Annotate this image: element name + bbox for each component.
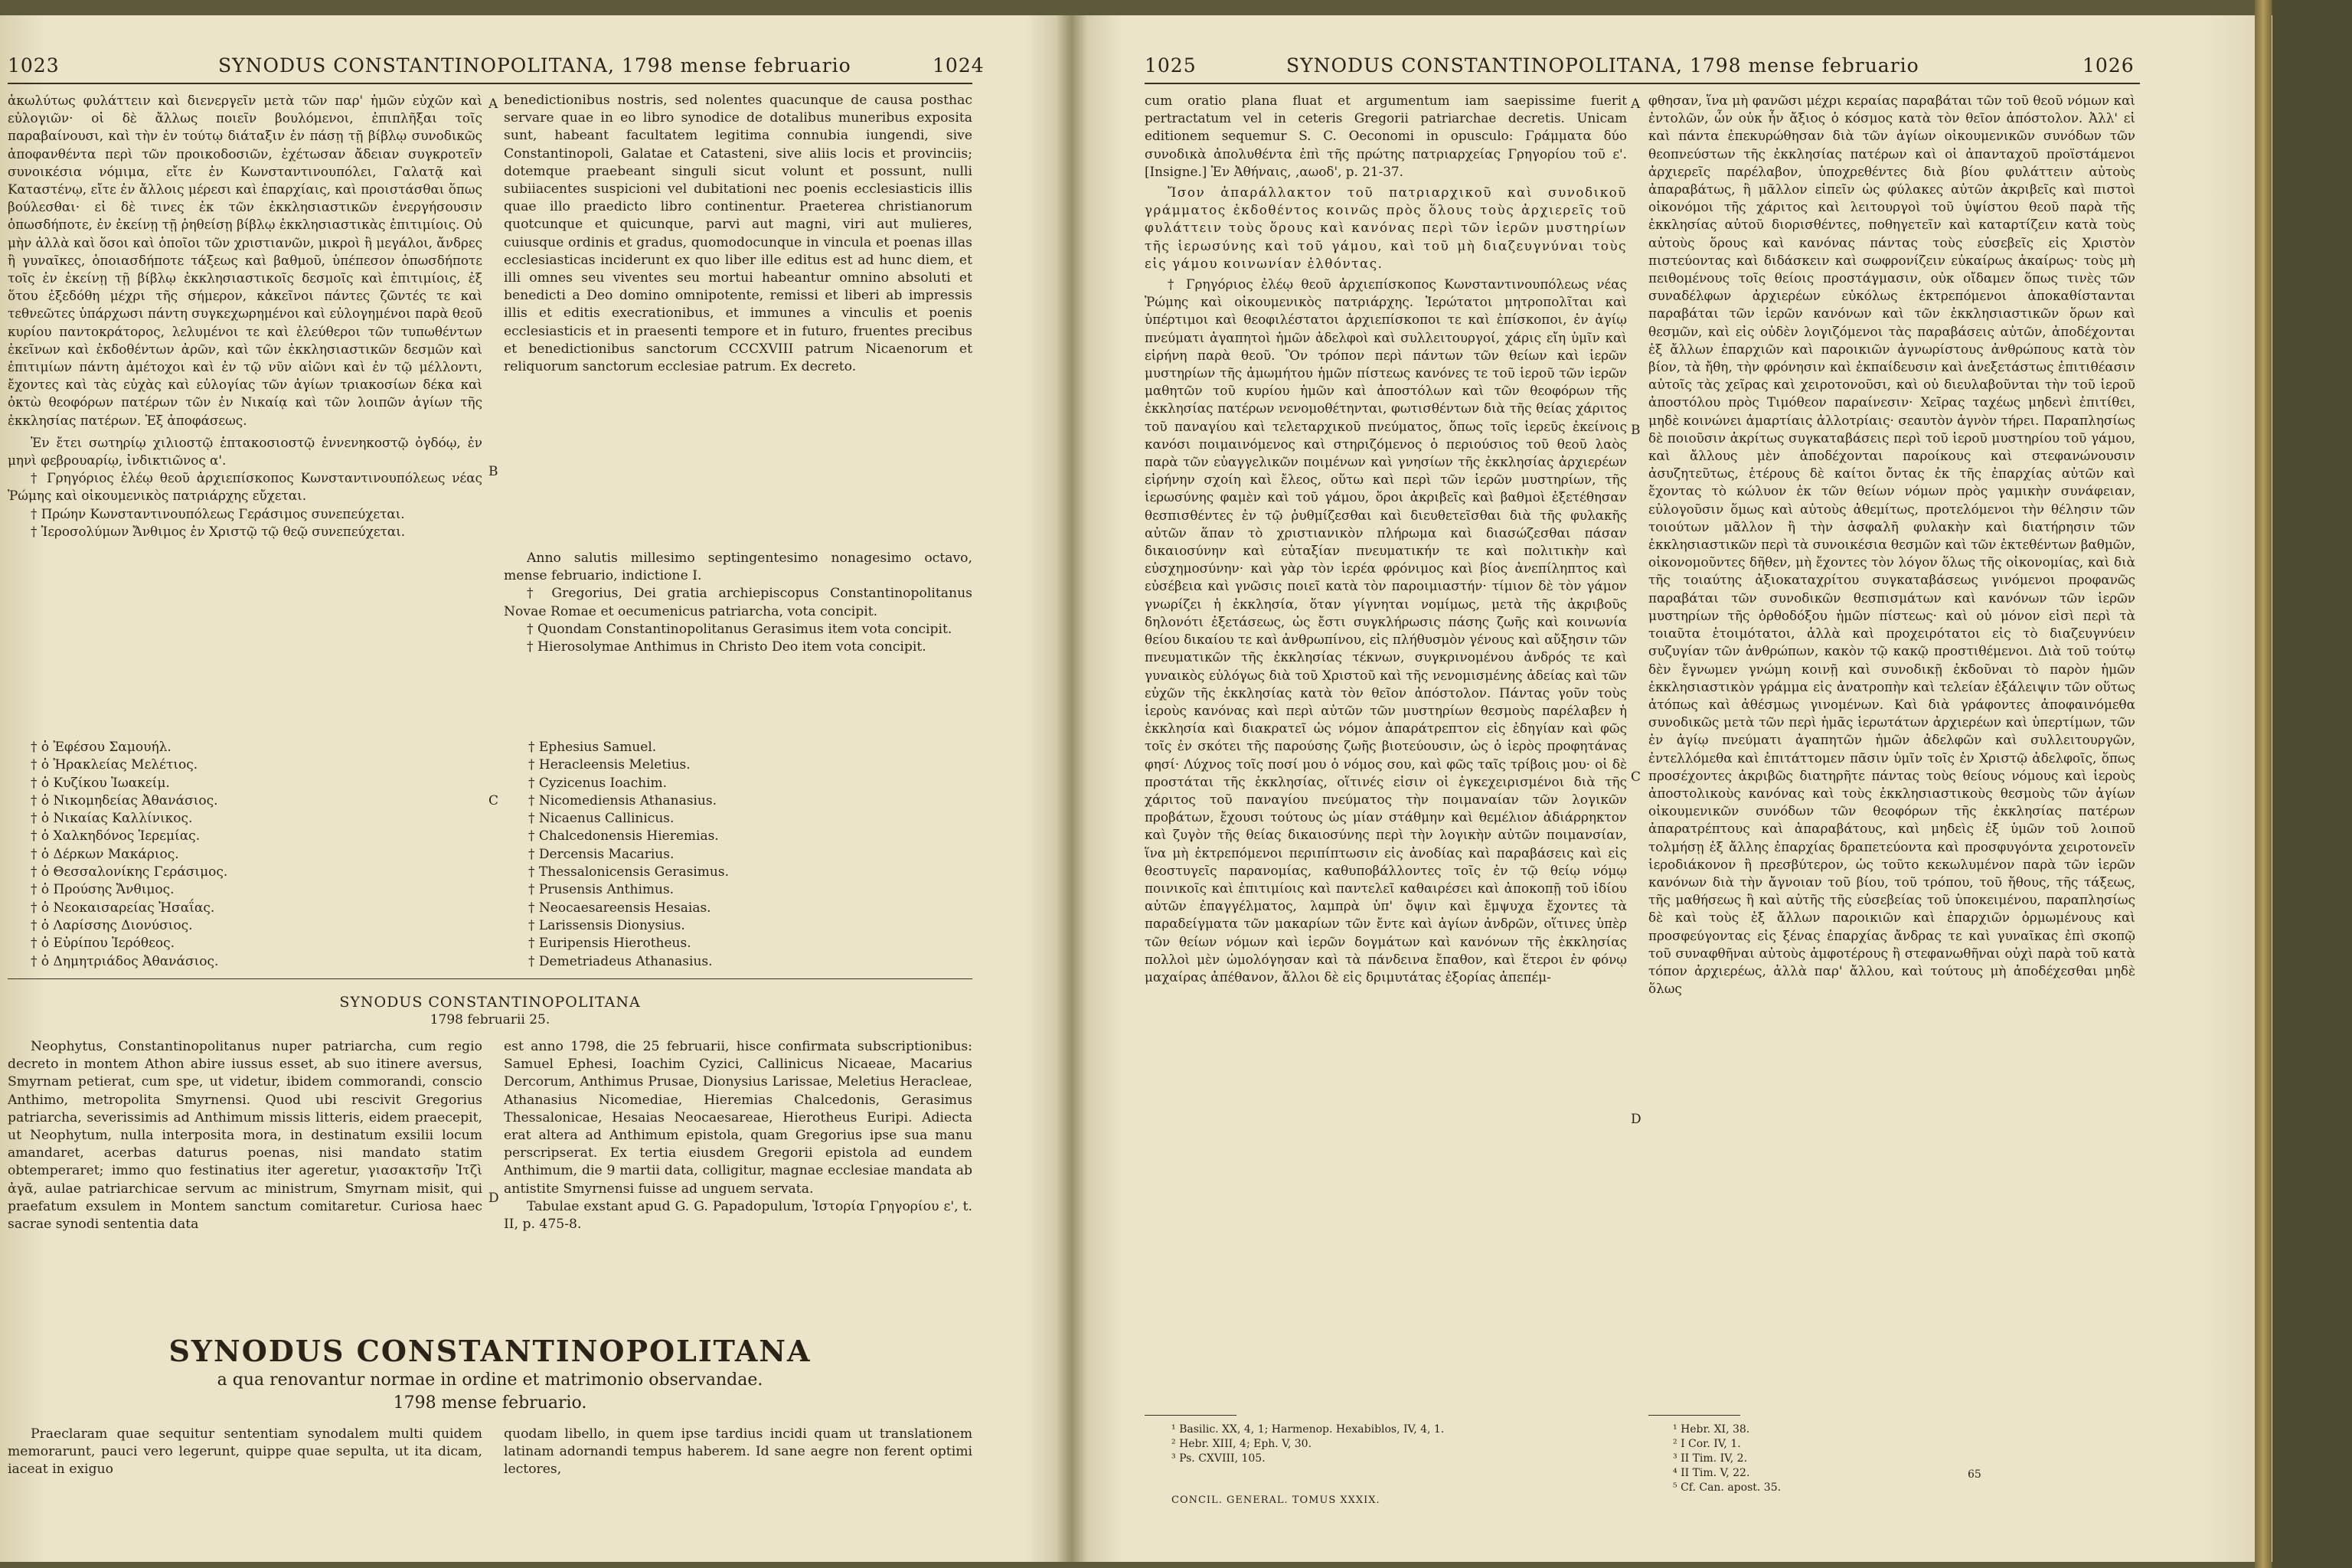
greek-signature-former: † Πρώην Κωνσταντινουπόλεως Γεράσιμος συνεπεύχεται. bbox=[31, 505, 405, 521]
greek-signatory: † ὁ Θεσσαλονίκης Γεράσιμος. bbox=[31, 864, 228, 880]
section1-left-column bbox=[8, 1038, 482, 1325]
greek-signatory: † ὁ Εὐρίπου Ἱερόθεος. bbox=[31, 936, 175, 952]
section-rule bbox=[8, 978, 972, 979]
footnote: ³ II Tim. IV, 2. bbox=[1673, 1452, 1748, 1465]
volume-signature: CONCIL. GENERAL. TOMUS XXXIX. bbox=[1171, 1494, 1380, 1506]
latin-signatory: † Heracleensis Meletius. bbox=[528, 757, 691, 773]
header-rule bbox=[8, 83, 972, 84]
latin-decree-text: benedictionibus nostris, sed nolentes quacunque de causa posthac servare quae in eo libro synodice de dotalibus muneribus exposita sunt, habeant facultatem legitima connubia iungendi, sive Constantinopoli, Galatae et Catasteni, sive aliis locis et provinciis; dotemque praebeant singuli sicut volunt et possunt, nulli subiiacentes suspicioni vel dubitationi nec poenis ecclesiasticis illis quae illo praedicto libro continentur. Praeterea christianorum quotcunque et quicunque, parvi aut magni, viri aut mulieres, cuiusque ordinis et gradus, quomodocunque in vincula et poenas illas ecclesiasticas inciderunt ex quo liber ille editus est ad hunc diem, et illi omnes seu viventes seu mortui habeantur omnino absoluti et benedicti a Deo domino omnipotente, remissi et liberi ab impressis illis et editis execrationibus, et immunes a vinculis et poenis ecclesiasticis et in praesenti tempore et in futuro, fruentes precibus et benedictionibus sanctorum CCCXVIII patrum Nicaenorum et reliquorum sanctorum ecclesiae patrum. Ex decreto. bbox=[504, 93, 972, 375]
page-number-1024: 1024 bbox=[933, 54, 985, 77]
binding-edge bbox=[2255, 0, 2272, 1568]
greek-signatory: † ὁ Νεοκαισαρείας Ἠσαΐας. bbox=[31, 900, 215, 916]
margin-marker-d: D bbox=[1631, 1112, 1642, 1127]
margin-marker-d: D bbox=[488, 1191, 499, 1206]
intro-latin-text: cum oratio plana fluat et argumentum iam saepissime fuerit pertractatum vel in ceteris Gregorii patriarchae decretis. Unicam editionem sequemur S. C. Oeconomi in opusculo: Γράμματα δύο συνοδικὰ ἀπολυθέντα ἐπὶ τῆς πρώτης πατριαρχείας Γρηγορίου τοῦ ε'. [Insigne.] Ἐν Ἀθήναις, ,αωοδ', p. 21-37. bbox=[1145, 93, 1627, 179]
margin-marker-c: C bbox=[1631, 769, 1642, 785]
page-number-1023: 1023 bbox=[8, 54, 60, 77]
footnote: ³ Ps. CXVIII, 105. bbox=[1171, 1452, 1266, 1465]
latin-signature-jerusalem: † Hierosolymae Anthimus in Christo Deo item vota concipit. bbox=[527, 639, 926, 655]
margin-marker-b: B bbox=[1631, 423, 1641, 438]
section2-title: SYNODUS CONSTANTINOPOLITANA bbox=[168, 1334, 812, 1368]
latin-subscriptions bbox=[504, 550, 972, 726]
latin-signatories-list bbox=[528, 739, 957, 976]
section1-right-text: est anno 1798, die 25 februarii, hisce confirmata subscriptionibus: Samuel Ephesi, Ioachim Cyzici, Callinicus Nicaeae, Macarius Dercorum, Anthimus Prusae, Dionysius Larissae, Meletius Heracleae, Athanasius Nicomediae, Hieremias Chalcedonis, Gerasimus Thessalonicae, Hesaias Neocaesareae, Hierotheus Euripi. Adiecta erat altera ad Anthimum epistola, quam Gregorius ipse sua manu perscripserat. Ex tertia eiusdem Gregorii epistola ad eundem Anthimum, die 9 martii data, colligitur, magnae ecclesiae mandata ab antistite Smyrnensi fuisse ad unguem servata. bbox=[504, 1039, 972, 1197]
header-rule bbox=[1145, 83, 2140, 84]
latin-signatory: † Thessalonicensis Gerasimus. bbox=[528, 864, 729, 880]
greek-date-line: Ἐν ἔτει σωτηρίῳ χιλιοστῷ ἑπτακοσιοστῷ ἐννενηκοστῷ ὀγδόῳ, ἐν μηνὶ φεβρουαρίῳ, ἰνδικτιῶνος α'. bbox=[8, 434, 482, 469]
section2-left-column bbox=[8, 1426, 482, 1483]
footnote-rule-left bbox=[1145, 1415, 1236, 1416]
greek-signatory: † ὁ Κυζίκου Ἰωακείμ. bbox=[31, 775, 170, 791]
greek-signatory: † ὁ Λαρίσσης Διονύσιος. bbox=[31, 917, 193, 933]
margin-marker-c: C bbox=[488, 793, 499, 808]
section2-right-text: quodam libello, in quem ipse tardius incidi quam ut translationem latinam adornandi tempus haberem. Id sane aegre non ferent optimi lectores, bbox=[504, 1426, 972, 1478]
latin-signatory: † Dercensis Macarius. bbox=[528, 846, 675, 862]
greek-decree-text: ἀκωλύτως φυλάττειν καὶ διενεργεῖν μετὰ τῶν παρ' ἡμῶν εὐχῶν καὶ εὐλογιῶν· οἱ δὲ ἄλλως ποιεῖν βουλόμενοι, ἐπιπλῆξαι τοῖς παραβαίνουσι, καὶ τὴν ἐν τούτῳ διάταξιν ἐν πάσῃ τῇ βίβλῳ συνοδικῶς ἀποφανθέντα περὶ τῶν προικοδοσιῶν, ἐχέτωσαν ἄδειαν συγκροτεῖν συνοικέσια νόμιμα, εἴτε ἐν Κωνσταντινουπόλει, Γαλατᾷ καὶ Καταστένῳ, εἴτε ἐν ἄλλοις μέρεσι καὶ ἐπαρχίαις, καὶ προιστάσθαι ὅπως βούλεσθαι· εἰ δὲ τινες ἐκ τῶν ἐκκλησιαστικῶν ἐνεργήσουσιν ὁπωσδήποτε, ἐν ἐκείνῃ τῇ ῥηθείσῃ βίβλῳ ἐκκλησιαστικὰς ἐπιτιμίοις. Οὐ μὴν ἀλλὰ καὶ ὅσοι καὶ ὁποῖοι τῶν χριστιανῶν, μικροὶ ἢ μεγάλοι, ἄνδρες ἢ γυναῖκες, ὁποιασδήποτε τάξεως καὶ βαθμοῦ, ὑπέπεσον ὁπωσδήποτε τοῖς ἐν ἐκείνῃ τῇ βίβλῳ ἐκκλησιαστικοῖς δεσμοῖς καὶ ἐπιτιμίοις, ἐξ ὅτου ἐξεδόθη μέχρι τῆς σήμερον, κἀκεῖνοι πάντες ζῶντές τε καὶ τεθνεῶτες ὑπάρχωσι πάντη συγκεχωρημένοι καὶ εὐλογημένοι παρὰ θεοῦ κυρίου παντοκράτορος, λελυμένοι τε καὶ ἐλεύθεροι τῶν τυπωθέντων ἐκεῖνων καὶ ἐκδοθέντων ἀρῶν, καὶ τῶν ἐκκλησιαστικῶν δεσμῶν καὶ ἐπιτιμίων πάντη ἀμέτοχοι καὶ ἐν τῷ νῦν αἰῶνι καὶ ἐν τῷ μέλλοντι, ἔχοντες καὶ τὰς εὐχὰς καὶ εὐλογίας τῶν ἁγίων τριακοσίων δέκα καὶ ὀκτὼ θεοφόρων πατέρων τῶν ἐν Νικαίᾳ καὶ τῶν λοιπῶν ἁγίων τῆς ἐκκλησίας πατέρων. Ἐξ ἀποφάσεως. bbox=[8, 93, 482, 428]
latin-signatory: † Nicomediensis Athanasius. bbox=[528, 792, 717, 808]
section1-right-column bbox=[504, 1038, 972, 1325]
footnote: ⁴ II Tim. V, 22. bbox=[1673, 1467, 1750, 1479]
section1-left-text: Neophytus, Constantinopolitanus nuper patriarcha, cum regio decreto in montem Athon abire iussus esset, ab suo itinere aversus, Smyrnam petierat, cum spe, ut videtur, ibidem commorandi, conscio Anthimo, metropolita Smyrnensi. Quod ubi rescivit Gregorius patriarcha, severissimis ad Anthimum missis litteris, eidem praecepit, ut Neophytum, nulla interposita mora, in destinatum exsilii locum amandaret, acerbas daturus poenas, nisi mandato statim obtemperaret; immo quo festinatius iter ageretur, γιασακτσῆν Ἰτζὶ ἀγᾶ, aulae patriarchicae servum ac ministrum, Smyrnam misit, qui praefatum exsulem in Montem sanctum comitaretur. Curiosa haec sacrae synodi sententia data bbox=[8, 1039, 482, 1233]
section2-subtitle: a qua renovantur normae in ordine et matrimonio observandae. bbox=[217, 1370, 763, 1390]
latin-signatory: † Ephesius Samuel. bbox=[528, 740, 657, 755]
right-page bbox=[1068, 15, 2274, 1562]
greek-column bbox=[8, 92, 482, 678]
footnote: ¹ Basilic. XX, 4, 1; Harmenop. Hexabiblos, IV, 4, 1. bbox=[1171, 1423, 1445, 1436]
right-left-column bbox=[1145, 92, 1627, 1171]
section1-date: 1798 februarii 25. bbox=[430, 1012, 550, 1027]
section2-left-text: Praeclaram quae sequitur sententiam synodalem multi quidem memorarunt, pauci vero legerunt, quippe quae sepulta, ut ita dicam, iaceat in exiguo bbox=[8, 1426, 482, 1478]
latin-signatory: † Demetriadeus Athanasius. bbox=[528, 953, 713, 969]
latin-date-line: Anno salutis millesimo septingentesimo nonagesimo octavo, mense februario, indictione I. bbox=[504, 550, 972, 584]
running-head-left: SYNODUS CONSTANTINOPOLITANA, 1798 mense februario bbox=[218, 54, 851, 77]
margin-marker-b: B bbox=[488, 464, 498, 479]
margin-marker-a: A bbox=[1631, 96, 1641, 112]
latin-signatory: † Prusensis Anthimus. bbox=[528, 882, 675, 898]
footnote: ² I Cor. IV, 1. bbox=[1673, 1438, 1741, 1450]
greek-signatory: † ὁ Νικαίας Καλλίνικος. bbox=[31, 811, 193, 827]
greek-body-left: † Γρηγόριος ἐλέῳ θεοῦ ἀρχιεπίσκοπος Κωνσταντινουπόλεως νέας Ῥώμης καὶ οἰκουμενικὸς πατριάρχης. Ἱερώτατοι μητροπολῖται καὶ ὑπέρτιμοι καὶ θεοφιλέστατοι ἀρχιεπίσκοποι τε καὶ ἐπίσκοποι, ἐν ἁγίῳ πνεύματι ἀγαπητοὶ ἡμῶν ἀδελφοὶ καὶ συλλειτουργοί, χάρις εἴη ὑμῖν καὶ εἰρήνη παρὰ θεοῦ. Ὃν τρόπον περὶ πάντων τῶν θείων καὶ ἱερῶν μυστηρίων τῆς ἀμωμήτου ἡμῶν πίστεως κανόνες τε τοῦ ἱεροῦ τῶν ἱερῶν μαθητῶν τοῦ κυρίου ἡμῶν καὶ ἀποστόλων καὶ τῶν θεοφόρων τῆς ἐκκλησίας πατέρων νενομοθέτηνται, φωτισθέντων διὰ τῆς θείας χάριτος τοῦ παναγίου καὶ τελεταρχικοῦ πνεύματος, ὅπως τοῖς ἱερεῦς ἐκείνοις κανόσι ποιμαινόμενος καὶ στηριζόμενος ὁ περιούσιος τοῦ θεοῦ λαὸς παρὰ τῶν εὐαγγελικῶν ποιμένων καὶ γνησίων τῆς ἐκκλησίας ἀρχιερέων εἰρήνην σχοίη καὶ ἔλεος, οὕτω καὶ περὶ τῶν ἱερῶν μυστηρίων, τῆς ἱερωσύνης φαμὲν καὶ τοῦ γάμου, ὅροι ἀκριβεῖς καὶ βαθμοὶ ἐξετέθησαν θεσπισθέντες ἐν τῷ ῥυθμίζεσθαι καὶ διευθετεῖσθαι διὰ τῆς φυλακῆς αὐτῶν ἅπαν τὸ χριστιανικὸν πλήρωμα καὶ διασώζεσθαι πάσαν δικαιοσύνην καὶ εὐταξίαν πνευματικήν τε καὶ πολιτικὴν καὶ εὐσχημοσύνην· καὶ γὰρ τὸν ἱερέα φρόνιμος καὶ βίος ἀνεπίληπτος καὶ εὐσέβεια καὶ γνῶσις ποιεῖ κατὰ τὸν παροιμιαστήν· τίμιον δὲ τὸν γάμον γνωρίζει ἡ ἐκκλησία, ὅταν γίγνηται νομίμως, μετὰ τῆς ἀκριβοῦς δηλονότι ἐξετάσεως, ὡς ἔστι συγκλήρωσις πάσης ζωῆς καὶ κοινωνία θείου δικαίου τε καὶ ἀνθρωπίνου, εἰς πλήθυσμὸν γένους καὶ αὔξησιν τῶν πνευματικῶν τῆς ἐκκλησίας τέκνων, συγκρινομένου ἀνδρός τε καὶ γυναικὸς εὐλόγως διὰ τοῦ Χριστοῦ καὶ τῆς νενομισμένης ἀδείας καὶ τῶν εὐχῶν τῆς ἐκκλησίας κατὰ τὸν θεῖον ἀπόστολον. Πάντας γοῦν τοὺς ἱεροὺς κανόνας καὶ περὶ αὐτῶν τῶν μυστηρίων θεσμοὺς παρέλαβεν ἡ ἐκκλησία καὶ διακρατεῖ ὡς νόμον ἀπαράτρεπτον εἰς ἐδηγίαν καὶ φῶς τοῖς ἐν σκότει τῆς παρούσης ζωῆς βιοτεύουσιν, ὡς ὁ ἱερὸς προφητάνας φησί· Λύχνος τοῖς ποσί μου ὁ νόμος σου, καὶ φῶς ταῖς τρίβοις μου· οἱ δὲ προστάται τῆς ἐκκλησίας, οἵτινές εἰσιν οἱ ἐγκεχειρισμένοι διὰ τῆς χάριτος τοῦ παναγίου πνεύματος τὴν ποιμαναίαν τῶν λογικῶν προβάτων, ἔχουσι τούτους ὡς μίαν στάθμην καὶ θεμέλιον ἀδιάρρηκτον καὶ ζυγὸν τῆς θείας δικαιοσύνης περὶ τὴν λογικὴν αὐτῶν ποιμανσίαν, ἵνα μὴ ἐκτρεπόμενοι περιπίπτωσιν εἰς ἀνοδίας καὶ παραβάσεις καὶ εἰς θεοστυγεῖς παρανομίας, καθυποβάλλοντες τοῖς ἐν τῷ θείῳ νόμῳ ποινικοῖς καὶ ἐπιτιμίοις καὶ παντελεῖ καθαιρέσει καὶ ἀποκοπῇ τοῦ ἰδίου αὐτῶν ἐπαγγέλματος, λαμπρὰ ὑπ' ὄψιν καὶ ἔμψυχα ἔχοντες τὰ παραδείγματα τῶν μακαρίων τῶν ἔντε καὶ ἁγίων ἀνδρῶν, οἵτινες ὑπὲρ τῶν θείων νόμων καὶ ἱερῶν δογμάτων καὶ κανόνων τῆς ἐκκλησίας πολλοὶ μὲν ὠμολόγησαν καὶ τὰ πάνδεινα ἔπαθον, καὶ ἕτεροι ἐν φόνῳ μαχαίρας ἀπέθανον, ἄλλοι δὲ εἰς δριμυτάτας ἐξορίας ἀπεπέμ- bbox=[1145, 276, 1627, 985]
latin-signatory: † Euripensis Hierotheus. bbox=[528, 936, 691, 952]
section1-title: SYNODUS CONSTANTINOPOLITANA bbox=[339, 994, 641, 1011]
sheet-number: 65 bbox=[1968, 1468, 1981, 1481]
greek-signatories-list bbox=[31, 739, 459, 976]
latin-column bbox=[504, 92, 972, 490]
margin-marker-a: A bbox=[488, 96, 498, 112]
greek-heading: Ἴσον ἀπαράλλακτον τοῦ πατριαρχικοῦ καὶ συνοδικοῦ γράμματος ἐκδοθέντος κοινῶς πρὸς ὅλους τοὺς ἀρχιερεῖς τοῦ φυλάττειν τοὺς ὅρους καὶ κανόνας περὶ τῶν ἱερῶν μυστηρίων τῆς ἱερωσύνης καὶ τοῦ γάμου, καὶ τοῦ μὴ διαζευγνύναι τοὺς εἰς γάμου κοινωνίαν ἐλθόντας. bbox=[1145, 185, 1627, 271]
footnotes-right bbox=[1673, 1423, 1781, 1495]
greek-signatory: † ὁ Χαλκηδόνος Ἱερεμίας. bbox=[31, 828, 201, 844]
footnote-rule-right bbox=[1648, 1415, 1740, 1416]
footnote: ¹ Hebr. XI, 38. bbox=[1673, 1423, 1750, 1436]
greek-body-right: φθησαν, ἵνα μὴ φανῶσι μέχρι κεραίας παραβάται τῶν τοῦ θεοῦ νόμων καὶ ἐντολῶν, ὧν οὐκ ἦν ἄξιος ὁ κόσμος κατὰ τὸν θεῖον ἀπόστολον. Ἀλλ' εἰ καὶ πάντα ἐπεκυρώθησαν διὰ τῶν ἁγίων οἰκουμενικῶν συνόδων τῶν θεοπνεύστων τῆς ἐκκλησίας πατέρων καὶ οἱ ἀπανταχοῦ προϊστάμενοι ἀρχιερεῖς παρέλαβον, ὑποχρεθέντες διὰ βίου φυλάττειν αὐτοὺς ἀπαραβάτως, ἢ μᾶλλον εἰπεῖν ὡς φύλακες αὐτῶν ἀκριβεῖς καὶ πιστοὶ οἰκονόμοι τῆς χάριτος καὶ λειτουργοὶ τοῦ ὑψίστου θεοῦ παρὰ τῆς ἐκκλησίας αὐτοῦ διορισθέντες, ποθηγετεῖν καὶ καταρτίζειν κατὰ τοὺς αὐτοὺς ὅρους καὶ κανόνας πάντας τοὺς εὐσεβεῖς εἰς Χριστὸν πιστεύοντας καὶ διδάσκειν καὶ σωφρονίζειν εὐκαίρως ἀκαίρως· τοὺς μὴ πειθομένους τοῖς θείοις προστάγμασιν, οὐκ οἴδαμεν ὅπως τινὲς τῶν συναδέλφων ἀρχιερέων εὐκόλως ἐκτρεπόμενοι ἀποκαθίστανται παραβάται τῶν ἱερῶν κανόνων καὶ τῶν ἐκκλησιαστικῶν ὅρων καὶ θεσμῶν, καὶ εἰς οὐδὲν λογιζόμενοι τὰς παραβάσεις αὐτῶν, ἀποδέχονται ἐξ ἄλλων ἐπαρχιῶν καὶ παροικιῶν ἀγνωρίστους ἀνθρώπους κατὰ τὸν βίον, τὰ ἤθη, τὴν φρόνησιν καὶ ἐκπαίδευσιν καὶ ἀνεξετάστως ἐπιτιθέασιν αὐτοῖς τὰς χεῖρας καὶ χειροτονοῦσι, καὶ οὐ διευλαβοῦνται τὴν τοῦ ἱεροῦ ἀποστόλου πρὸς Τιμόθεον παραίνεσιν· Χεῖρας ταχέως μηδενὶ ἐπιτίθει, μηδὲ κοινώνει ἁμαρτίαις ἀλλοτρίαις· σεαυτὸν ἁγνὸν τήρει. Παραπλησίως δὲ ποιοῦσιν ἀκρίτως συγκαταβάσεις περὶ τοῦ ἱεροῦ μυστηρίου τοῦ γάμου, καὶ ἄλλους μὲν ἀποδέχονται παροίκους καὶ στεφανώνουσιν ἀσυζητεῦτως, ἑτέρους δὲ καίτοι ὄντας ἐκ τῆς ἐπαρχίας αὐτῶν καὶ ἔχοντας τὸ κώλυον ἐκ τῶν θείων νόμων πρὸς γαμικὴν συνάφειαν, εὐλογοῦσιν ὅμως καὶ αὐτοὺς ἀθεμίτως, προτελόμενοι τὴν θέλησιν τῶν τοιούτων μᾶλλον ἢ τὴν ἀσφαλῆ φυλακὴν καὶ διατήρησιν τῶν ἐκκλησιαστικῶν περὶ τὰ συνοικέσια θεσμῶν καὶ τῶν ἐκτεθέντων βαθμῶν, οἰκονομοῦντες δῆθεν, μὴ ἔχοντες τὸν λόγον ὅλως τῆς οἰκονομίας, καὶ διὰ τῆς τοιαύτης ἀξιοκαταχρίτου συγκαταβάσεως γινόμενοι προφανῶς παραβάται τῶν συνοδικῶν θεσπισμάτων καὶ κανόνων τῶν ἱερῶν μυστηρίων τῆς ὀρθοδόξου ἡμῶν πίστεως· καὶ οὐ μόνον εἰσὶ περὶ τὰ τοιαῦτα ἑτοιμότατοι, ἀλλὰ καὶ προχειρότατοι εἰς τὸ διαζευγνύειν συζυγίαν τῶν ἀνθρώπων, κακὸν τῷ κακῷ προστιθέμενοι. Διὰ τοῦ τούτῳ δὲν ἔγνωμεν γνώμη κοινῇ καὶ συνοδικῇ ἐκδοῦναι τὸ παρὸν ἡμῶν ἐκκλησιαστικὸν γράμμα εἰς ἀνατροπὴν καὶ τελείαν ἐξάλειψιν τῶν οὕτως ἀτόπως καὶ ἀθέσμως γινομένων. Καὶ διὰ γράφοντες ἀποφαινόμεθα συνοδικῶς μετὰ τῶν περὶ ἡμᾶς ἱερωτάτων ἀρχιερέων καὶ ὑπερτίμων, τῶν ἐν ἁγίῳ πνεύματι ἀγαπητῶν ἡμῶν ἀδελφῶν καὶ συλλειτουργῶν, ἐντελλόμεθα καὶ ἐπιτάττομεν πᾶσιν ὑμῖν τοῖς ἐν Χριστῷ ἀδελφοῖς, ὅπως προσέχοντες ἀκριβῶς διατηρῆτε πάντας τοὺς θείους νόμους καὶ ἱεροὺς ἀποστολικοὺς κανόνας καὶ τοὺς ἐκκλησιαστικοὺς θεσμοὺς τῶν ἁγίων οἰκουμενικῶν συνόδων τῶν θεοφόρων τῆς ἐκκλησίας πατέρων ἀπαρατρέπτους καὶ ἀπαραβάτους, καὶ μηδεὶς ἐξ ὑμῶν τοῦ λοιποῦ τολμήσῃ ἐξ ἄλλης ἐπαρχίας δραπετεύοντα καὶ προσφυγόντα χειροτονεῖν ἱεροδιάκονον ἢ πρεσβύτερον, ὡς τοῦτο κεκωλυμένον παρὰ τῶν ἱερῶν κανόνων διὰ τὴν ἄγνοιαν τοῦ βίου, τοῦ τρόπου, τοῦ ἤθους, τῆς τάξεως, τῆς μαθήσεως ἢ καὶ αὐτῆς τῆς εὐσεβείας τοῦ ὑποκειμένου, παραπλησίως δὲ καὶ τοὺς ἐξ ἄλλων παροικιῶν καὶ ἐπαρχιῶν ὁρμωμένους καὶ προσφεύγοντας εἰς ξένας ἐπαρχίας ἄνδρας τε καὶ γυναῖκας ἐπὶ σκοπῷ τοῦ συναφθῆναι αὐτοὺς ἀμφοτέρους ἢ στεφανωθῆναι οὐχὶ παρὰ τοῦ κατὰ τόπον ἀρχιερέως, ἀλλὰ παρ' ἄλλου, καὶ τούτους μὴ ἀποδέχεσθαι μηδὲ ὅλως bbox=[1648, 93, 2135, 997]
page-number-1026: 1026 bbox=[2082, 54, 2135, 77]
greek-signatory: † ὁ Ἐφέσου Σαμουήλ. bbox=[31, 740, 172, 755]
footnote: ² Hebr. XIII, 4; Eph. V, 30. bbox=[1171, 1438, 1312, 1450]
latin-signatory: † Cyzicenus Ioachim. bbox=[528, 775, 668, 791]
right-right-column bbox=[1648, 92, 2135, 1171]
latin-signatory: † Neocaesareensis Hesaias. bbox=[528, 900, 711, 916]
page-number-1025: 1025 bbox=[1145, 54, 1197, 77]
greek-signatory: † ὁ Δέρκων Μακάριος. bbox=[31, 846, 179, 862]
greek-signatory: † ὁ Προύσης Ἄνθιμος. bbox=[31, 882, 175, 898]
latin-signature-patriarch: † Gregorius, Dei gratia archiepiscopus Constantinopolitanus Novae Romae et oecumenicus patriarcha, vota concipit. bbox=[504, 586, 972, 619]
greek-signature-jerusalem: † Ἱεροσολύμων Ἄνθιμος ἐν Χριστῷ τῷ θεῷ συνεπεύχεται. bbox=[31, 523, 406, 539]
footnotes-left bbox=[1171, 1423, 1444, 1466]
greek-signatory: † ὁ Δημητριάδος Ἀθανάσιος. bbox=[31, 953, 219, 969]
greek-signature-patriarch: † Γρηγόριος ἐλέῳ θεοῦ ἀρχιεπίσκοπος Κωνσταντινουπόλεως νέας Ῥώμης καὶ οἰκουμενικὸς πατριάρχης εὔχεται. bbox=[8, 470, 482, 504]
latin-signature-former: † Quondam Constantinopolitanus Gerasimus item vota concipit. bbox=[527, 621, 952, 637]
latin-signatory: † Chalcedonensis Hieremias. bbox=[528, 828, 719, 844]
background-edge bbox=[2272, 0, 2352, 1568]
section1-source-note: Tabulae exstant apud G. G. Papadopulum, Ἱστορία Γρηγορίου ε', t. II, p. 475-8. bbox=[504, 1198, 972, 1233]
latin-signatory: † Larissensis Dionysius. bbox=[528, 917, 685, 933]
section2-date: 1798 mense februario. bbox=[393, 1393, 587, 1413]
footnote: ⁵ Cf. Can. apost. 35. bbox=[1673, 1481, 1782, 1494]
left-page bbox=[0, 15, 1068, 1562]
greek-signatory: † ὁ Ἡρακλείας Μελέτιος. bbox=[31, 757, 198, 773]
section2-right-column bbox=[504, 1426, 972, 1483]
latin-signatory: † Nicaenus Callinicus. bbox=[528, 811, 675, 827]
greek-signatory: † ὁ Νικομηδείας Ἀθανάσιος. bbox=[31, 792, 218, 808]
book-gutter bbox=[1057, 15, 1087, 1562]
running-head-right: SYNODUS CONSTANTINOPOLITANA, 1798 mense februario bbox=[1286, 54, 1919, 77]
